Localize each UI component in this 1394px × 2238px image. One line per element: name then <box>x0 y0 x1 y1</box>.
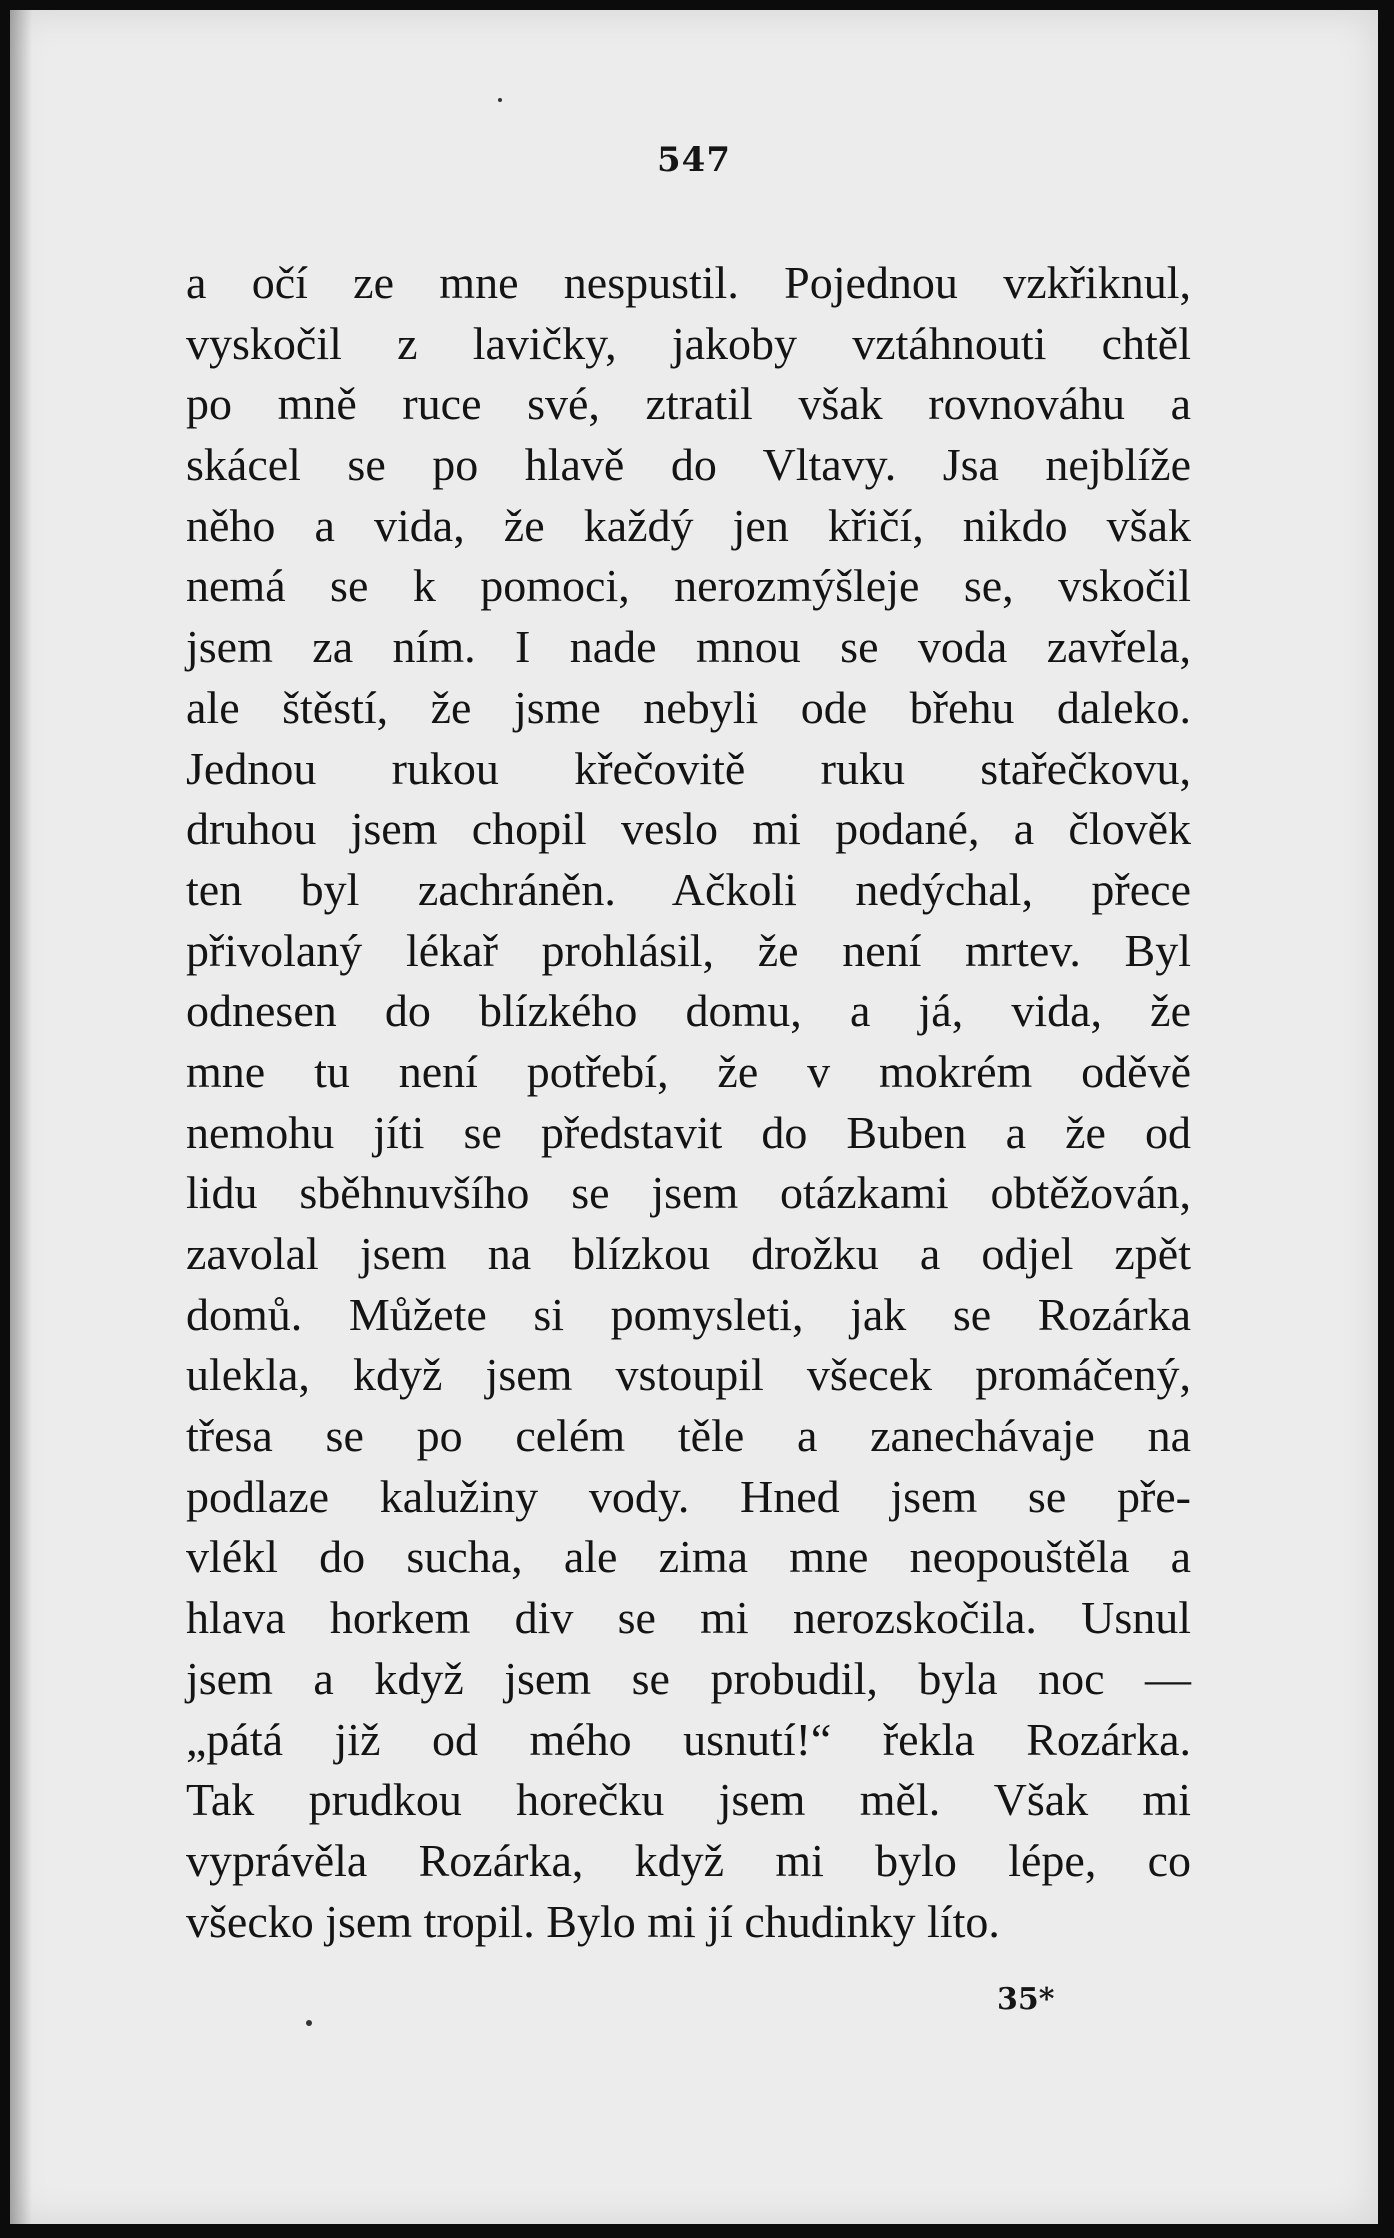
ink-speck <box>306 2020 312 2026</box>
text-line: vyprávěla Rozárka, když mi bylo lépe, co <box>186 1834 1191 1886</box>
signature-mark: 35* <box>997 1982 1055 2017</box>
text-line: „pátá již od mého usnutí!“ řekla Rozárka. <box>186 1713 1191 1765</box>
text-line: odnesen do blízkého domu, a já, vida, že <box>186 985 1191 1037</box>
text-line: něho a vida, že každý jen křičí, nikdo však <box>186 499 1191 551</box>
text-line: druhou jsem chopil veslo mi podané, a člověk <box>186 803 1191 855</box>
text-line: nemohu jíti se představit do Buben a že od <box>186 1106 1191 1158</box>
text-line: ale štěstí, že jsme nebyli ode břehu daleko. <box>186 681 1191 733</box>
text-line: jsem za ním. I nade mnou se voda zavřela, <box>186 621 1191 673</box>
binding-shadow <box>10 10 32 2224</box>
scanned-page <box>10 10 1378 2224</box>
page-number: 547 <box>657 140 731 180</box>
text-line: mne tu není potřebí, že v mokrém oděvě <box>186 1045 1191 1097</box>
ink-speck <box>498 98 502 102</box>
text-line: hlava horkem div se mi nerozskočila. Usnul <box>186 1592 1191 1644</box>
body-text <box>186 253 1191 1952</box>
text-line: lidu sběhnuvšího se jsem otázkami obtěžován, <box>186 1167 1191 1219</box>
text-line: skácel se po hlavě do Vltavy. Jsa nejblíže <box>186 439 1191 491</box>
text-line: ten byl zachráněn. Ačkoli nedýchal, přece <box>186 863 1191 915</box>
text-line: vlékl do sucha, ale zima mne neopouštěla a <box>186 1531 1191 1583</box>
text-line: podlaze kalužiny vody. Hned jsem se pře- <box>186 1470 1191 1522</box>
text-line: Tak prudkou horečku jsem měl. Však mi <box>186 1774 1191 1826</box>
text-line: ulekla, když jsem vstoupil všecek promáčený, <box>186 1349 1191 1401</box>
text-line: nemá se k pomoci, nerozmýšleje se, vskočil <box>186 560 1191 612</box>
text-line: jsem a když jsem se probudil, byla noc — <box>186 1652 1191 1704</box>
text-line: zavolal jsem na blízkou drožku a odjel zpět <box>186 1228 1191 1279</box>
text-line: vyskočil z lavičky, jakoby vztáhnouti chtěl <box>186 317 1191 369</box>
text-line: a očí ze mne nespustil. Pojednou vzkřiknul, <box>186 257 1191 308</box>
text-line: po mně ruce své, ztratil však rovnováhu a <box>186 378 1191 430</box>
text-line: všecko jsem tropil. Bylo mi jí chudinky líto. <box>186 1895 1000 1947</box>
text-line: domů. Můžete si pomysleti, jak se Rozárka <box>186 1288 1191 1340</box>
text-line: přivolaný lékař prohlásil, že není mrtev. Byl <box>186 924 1191 976</box>
text-line: třesa se po celém těle a zanechávaje na <box>186 1410 1191 1462</box>
text-line: Jednou rukou křečovitě ruku stařečkovu, <box>186 742 1191 794</box>
